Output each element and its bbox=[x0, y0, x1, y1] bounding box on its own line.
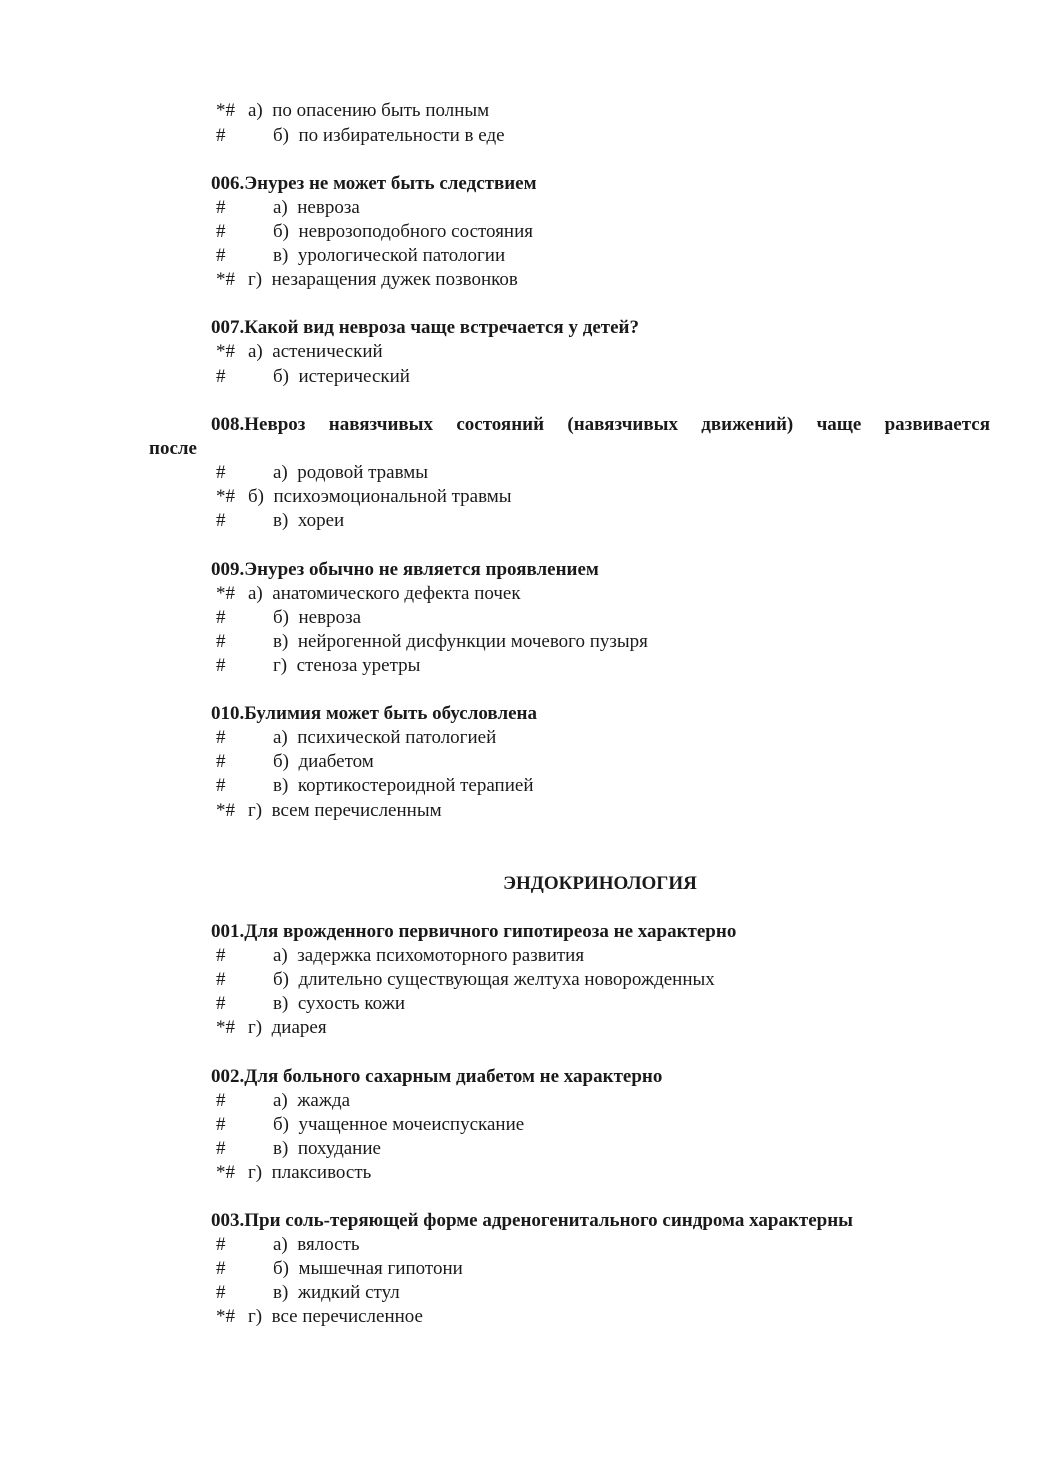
answer-letter: г) bbox=[248, 1017, 263, 1038]
answer-text: вялость bbox=[297, 1234, 360, 1255]
answer-letter: г) bbox=[248, 269, 263, 290]
answer-text: плаксивость bbox=[271, 1162, 372, 1183]
answer-mark: *# bbox=[216, 800, 235, 821]
answer-mark: # bbox=[216, 631, 226, 652]
answer-letter: в) bbox=[273, 245, 289, 266]
answer-mark: # bbox=[216, 197, 226, 218]
answer-letter: в) bbox=[273, 1282, 289, 1303]
question-title-line-2: после bbox=[149, 438, 197, 459]
answer-text: родовой травмы bbox=[297, 462, 429, 483]
answer-mark: # bbox=[216, 1138, 226, 1159]
answer-mark: *# bbox=[216, 583, 235, 604]
answer-text: похудание bbox=[297, 1138, 381, 1159]
answer-mark: # bbox=[216, 1258, 226, 1279]
answer-letter: в) bbox=[273, 993, 289, 1014]
answer-text: все перечисленное bbox=[271, 1306, 423, 1327]
answer-text: астенический bbox=[272, 341, 383, 362]
answer-text: хореи bbox=[297, 510, 345, 531]
question-title: 007.Какой вид невроза чаще встречается у детей? bbox=[211, 317, 639, 338]
answer-letter: а) bbox=[248, 583, 263, 604]
answer-text: истерический bbox=[298, 366, 410, 387]
answer-mark: *# bbox=[216, 1017, 235, 1038]
answer-text: невроза bbox=[298, 607, 362, 628]
answer-text: стеноза уретры bbox=[296, 655, 421, 676]
question-title: 003.При соль-теряющей форме адреногенитального синдрома характерны bbox=[211, 1210, 854, 1231]
answer-text: диарея bbox=[271, 1017, 327, 1038]
answer-letter: г) bbox=[248, 1306, 263, 1327]
answer-text: сухость кожи bbox=[297, 993, 405, 1014]
answer-letter: а) bbox=[273, 1090, 288, 1111]
question-title: 002.Для больного сахарным диабетом не характерно bbox=[211, 1066, 663, 1087]
answer-text: невроза bbox=[297, 197, 360, 218]
answer-text: всем перечисленным bbox=[271, 800, 442, 821]
question-title: 006.Энурез не может быть следствием bbox=[211, 173, 537, 194]
answer-text: учащенное мочеиспускание bbox=[298, 1114, 525, 1135]
answer-text: задержка психомоторного развития bbox=[297, 945, 585, 966]
answer-text: по избирательности в еде bbox=[298, 125, 505, 146]
answer-mark: *# bbox=[216, 100, 235, 121]
answer-mark: *# bbox=[216, 1306, 235, 1327]
answer-letter: а) bbox=[273, 727, 288, 748]
answer-text: нейрогенной дисфункции мочевого пузыря bbox=[297, 631, 648, 652]
question-title bbox=[211, 413, 990, 437]
answer-letter: в) bbox=[273, 775, 289, 796]
answer-mark: # bbox=[216, 245, 226, 266]
answer-text: урологической патологии bbox=[297, 245, 506, 266]
answer-letter: б) bbox=[273, 1114, 289, 1135]
answer-letter: а) bbox=[248, 100, 263, 121]
answer-mark: # bbox=[216, 366, 226, 387]
answer-letter: а) bbox=[248, 341, 263, 362]
answer-letter: в) bbox=[273, 631, 289, 652]
answer-letter: а) bbox=[273, 462, 288, 483]
answer-letter: в) bbox=[273, 1138, 289, 1159]
answer-letter: б) bbox=[273, 366, 289, 387]
answer-letter: б) bbox=[273, 1258, 289, 1279]
answer-letter: г) bbox=[248, 1162, 263, 1183]
answer-letter: а) bbox=[273, 197, 288, 218]
answer-text: психоэмоциональной травмы bbox=[273, 486, 512, 507]
question-title-line-1: 008.Невроз навязчивых состояний (навязчивых движений) чаще развивается bbox=[211, 414, 990, 435]
answer-text: по опасению быть полным bbox=[272, 100, 490, 121]
section-heading: ЭНДОКРИНОЛОГИЯ bbox=[503, 873, 697, 894]
answer-mark: *# bbox=[216, 341, 235, 362]
answer-letter: б) bbox=[273, 125, 289, 146]
question-title: 009.Энурез обычно не является проявлением bbox=[211, 559, 599, 580]
answer-mark: # bbox=[216, 1282, 226, 1303]
answer-letter: б) bbox=[273, 221, 289, 242]
answer-mark: # bbox=[216, 462, 226, 483]
answer-letter: б) bbox=[273, 751, 289, 772]
answer-mark: # bbox=[216, 510, 226, 531]
answer-letter: а) bbox=[273, 1234, 288, 1255]
answer-mark: *# bbox=[216, 269, 235, 290]
answer-letter: б) bbox=[273, 969, 289, 990]
answer-mark: # bbox=[216, 1234, 226, 1255]
answer-letter: г) bbox=[273, 655, 288, 676]
answer-mark: # bbox=[216, 993, 226, 1014]
question-title: 010.Булимия может быть обусловлена bbox=[211, 703, 537, 724]
answer-letter: а) bbox=[273, 945, 288, 966]
question-title: 001.Для врожденного первичного гипотиреоза не характерно bbox=[211, 921, 737, 942]
answer-text: жидкий стул bbox=[297, 1282, 400, 1303]
answer-mark: # bbox=[216, 727, 226, 748]
answer-text: длительно существующая желтуха новорожденных bbox=[298, 969, 715, 990]
answer-mark: *# bbox=[216, 486, 235, 507]
answer-mark: # bbox=[216, 655, 226, 676]
answer-text: незаращения дужек позвонков bbox=[271, 269, 518, 290]
answer-mark: # bbox=[216, 751, 226, 772]
answer-mark: # bbox=[216, 221, 226, 242]
answer-mark: # bbox=[216, 969, 226, 990]
answer-letter: б) bbox=[248, 486, 264, 507]
answer-mark: # bbox=[216, 607, 226, 628]
answer-mark: # bbox=[216, 1090, 226, 1111]
answer-text: психической патологией bbox=[297, 727, 497, 748]
answer-mark: # bbox=[216, 125, 226, 146]
answer-text: неврозоподобного состояния bbox=[298, 221, 534, 242]
answer-text: кортикостероидной терапией bbox=[297, 775, 534, 796]
answer-mark: *# bbox=[216, 1162, 235, 1183]
answer-letter: г) bbox=[248, 800, 263, 821]
answer-text: мышечная гипотони bbox=[298, 1258, 463, 1279]
answer-letter: б) bbox=[273, 607, 289, 628]
answer-text: анатомического дефекта почек bbox=[272, 583, 521, 604]
answer-mark: # bbox=[216, 775, 226, 796]
answer-text: жажда bbox=[297, 1090, 351, 1111]
answer-mark: # bbox=[216, 1114, 226, 1135]
answer-letter: в) bbox=[273, 510, 289, 531]
answer-mark: # bbox=[216, 945, 226, 966]
answer-text: диабетом bbox=[298, 751, 374, 772]
